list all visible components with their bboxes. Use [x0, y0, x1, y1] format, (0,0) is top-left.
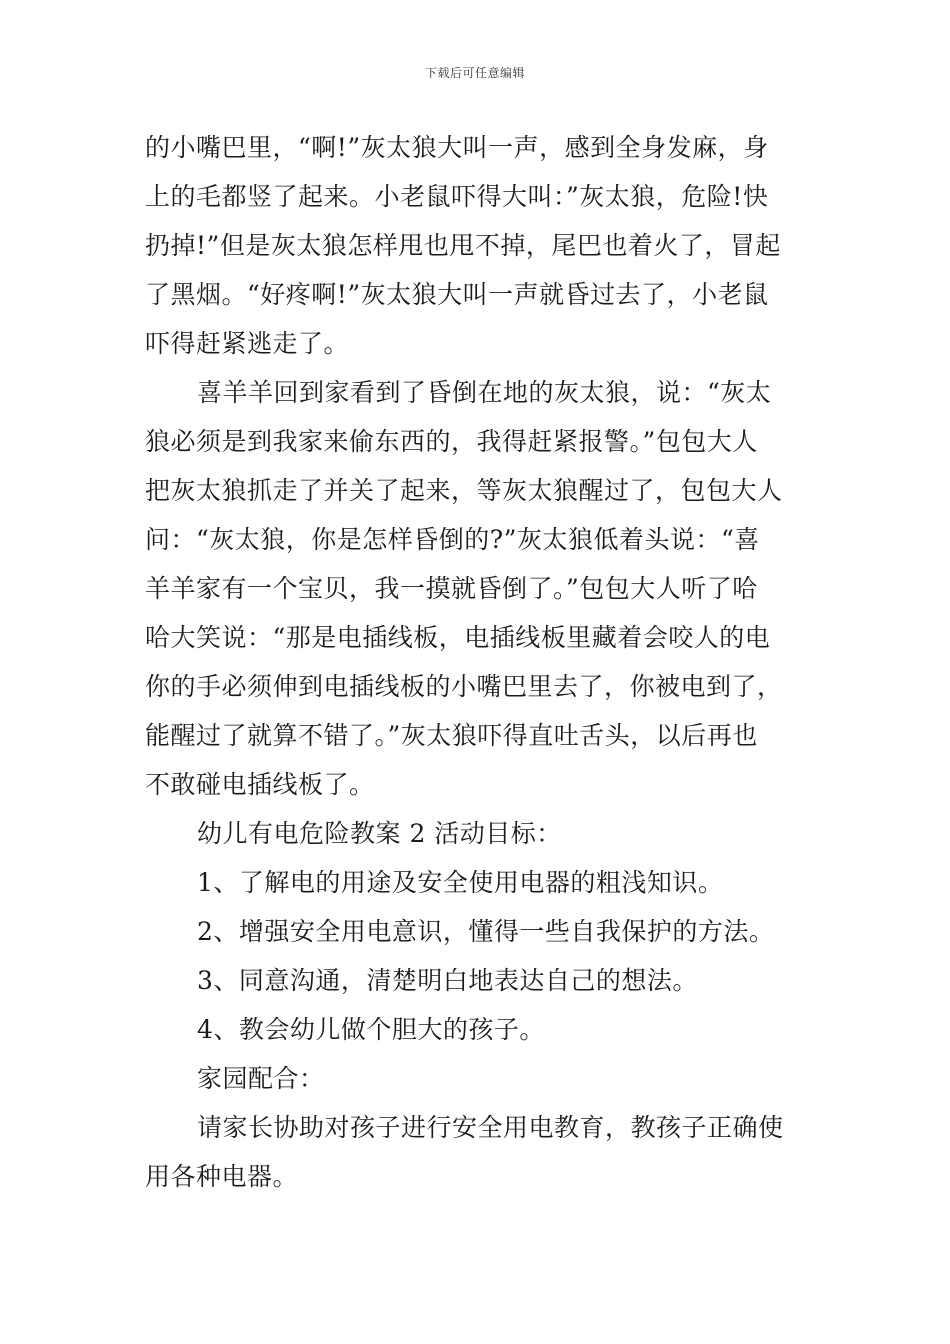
text-line: 用各种电器。 — [145, 1162, 299, 1191]
list-item: 1、了解电的用途及安全使用电器的粗浅知识。 — [197, 868, 724, 897]
text-line: 吓得赶紧逃走了。 — [145, 329, 350, 358]
section-heading: 家园配合： — [197, 1064, 325, 1093]
text-line: 问：“灰太狼，你是怎样昏倒的?”灰太狼低着头说：“喜 — [145, 525, 760, 554]
paragraph-start-line: 请家长协助对孩子进行安全用电教育，教孩子正确使 — [197, 1113, 784, 1142]
text-line: 狼必须是到我家来偷东西的，我得赶紧报警。”包包大人 — [145, 427, 758, 456]
list-item: 2、增强安全用电意识，懂得一些自我保护的方法。 — [197, 917, 775, 946]
text-line: 把灰太狼抓走了并关了起来，等灰太狼醒过了，包包大人 — [145, 476, 783, 505]
text-line: 你的手必须伸到电插线板的小嘴巴里去了，你被电到了， — [145, 672, 783, 701]
text-line: 能醒过了就算不错了。”灰太狼吓得直吐舌头，以后再也 — [145, 721, 758, 750]
text-line: 不敢碰电插线板了。 — [145, 770, 375, 799]
paragraph-start-line: 喜羊羊回到家看到了昏倒在地的灰太狼，说：“灰太 — [197, 378, 772, 407]
document-body — [145, 123, 813, 1201]
text-line: 羊羊家有一个宝贝，我一摸就昏倒了。”包包大人听了哈 — [145, 574, 758, 603]
text-line: 了黑烟。“好疼啊!”灰太狼大叫一声就昏过去了，小老鼠 — [145, 280, 769, 309]
text-line: 的小嘴巴里，“啊!”灰太狼大叫一声，感到全身发麻，身 — [145, 133, 769, 162]
list-item: 3、同意沟通，清楚明白地表达自己的想法。 — [197, 966, 698, 995]
list-item: 4、教会幼儿做个胆大的孩子。 — [197, 1015, 545, 1044]
text-line: 扔掉!”但是灰太狼怎样甩也甩不掉，尾巴也着火了，冒起 — [145, 231, 781, 260]
text-line: 上的毛都竖了起来。小老鼠吓得大叫：”灰太狼，危险!快 — [145, 182, 769, 211]
header-note: 下载后可任意编辑 — [424, 66, 525, 80]
section-heading: 幼儿有电危险教案 2 活动目标： — [197, 819, 562, 848]
text-line: 哈大笑说：“那是电插线板，电插线板里藏着会咬人的电 — [145, 623, 771, 652]
